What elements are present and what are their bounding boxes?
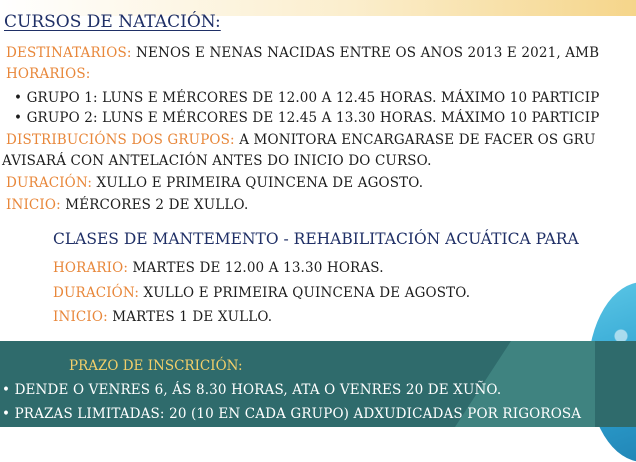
start-line — [6, 195, 248, 215]
maintenance-start-line — [53, 307, 272, 327]
courses-title: CURSOS DE NATACIÓN: — [4, 12, 221, 32]
group-1-item — [14, 88, 600, 108]
group-2-item — [14, 108, 600, 128]
registration-title: PRAZO DE INSCRICIÓN: — [69, 358, 243, 374]
start-label: INICIO: — [6, 197, 61, 213]
bullet-icon: • — [2, 406, 11, 422]
distribution-continuation — [2, 151, 432, 171]
schedule-line — [6, 64, 90, 84]
recipients-value: NENOS E NENAS NACIDAS ENTRE OS ANOS 2013 E 2021, AMB — [136, 45, 600, 61]
maintenance-schedule-label: HORARIO: — [53, 260, 129, 276]
bullet-icon: • — [14, 90, 23, 106]
duration-line — [6, 173, 423, 193]
distribution-line — [6, 130, 596, 150]
group-1-text: GRUPO 1: LUNS E MÉRCORES DE 12.00 A 12.45 HORAS. MÁXIMO 10 PARTICIP — [26, 90, 600, 106]
distribution-label: DISTRIBUCIÓNS DOS GRUPOS: — [6, 132, 235, 148]
registration-item-1 — [2, 380, 501, 400]
recipients-label: DESTINATARIOS: — [6, 45, 132, 61]
maintenance-duration-line — [53, 283, 470, 303]
registration-item-2 — [2, 404, 581, 424]
bullet-icon: • — [2, 382, 11, 398]
maintenance-start-label: INICIO: — [53, 309, 108, 325]
schedule-label: HORARIOS: — [6, 66, 91, 82]
bullet-icon: • — [14, 110, 23, 126]
duration-label: DURACIÓN: — [6, 175, 93, 191]
group-2-text: GRUPO 2: LUNS E MÉRCORES DE 12.45 A 13.30 HORAS. MÁXIMO 10 PARTICIP — [26, 110, 600, 126]
maintenance-duration-value: XULLO E PRIMEIRA QUINCENA DE AGOSTO. — [143, 285, 471, 301]
start-value: MÉRCORES 2 DE XULLO. — [65, 197, 249, 213]
registration-item-2-text: PRAZAS LIMITADAS: 20 (10 EN CADA GRUPO) ADXUDICADAS POR RIGOROSA — [14, 406, 582, 422]
distribution-continuation-text: AVISARÁ CON ANTELACIÓN ANTES DO INICIO DO CURSO. — [2, 153, 432, 169]
maintenance-title: CLASES DE MANTEMENTO - REHABILITACIÓN ACUÁTICA PARA — [53, 230, 579, 248]
maintenance-schedule-value: MARTES DE 12.00 A 13.30 HORAS. — [132, 260, 384, 276]
recipients-line — [6, 43, 599, 63]
maintenance-start-value: MARTES 1 DE XULLO. — [112, 309, 273, 325]
distribution-value: A MONITORA ENCARGARASE DE FACER OS GRU — [239, 132, 596, 148]
duration-value: XULLO E PRIMEIRA QUINCENA DE AGOSTO. — [96, 175, 424, 191]
registration-item-1-text: DENDE O VENRES 6, ÁS 8.30 HORAS, ATA O VENRES 20 DE XUÑO. — [14, 382, 502, 398]
maintenance-duration-label: DURACIÓN: — [53, 285, 140, 301]
maintenance-schedule-line — [53, 258, 384, 278]
